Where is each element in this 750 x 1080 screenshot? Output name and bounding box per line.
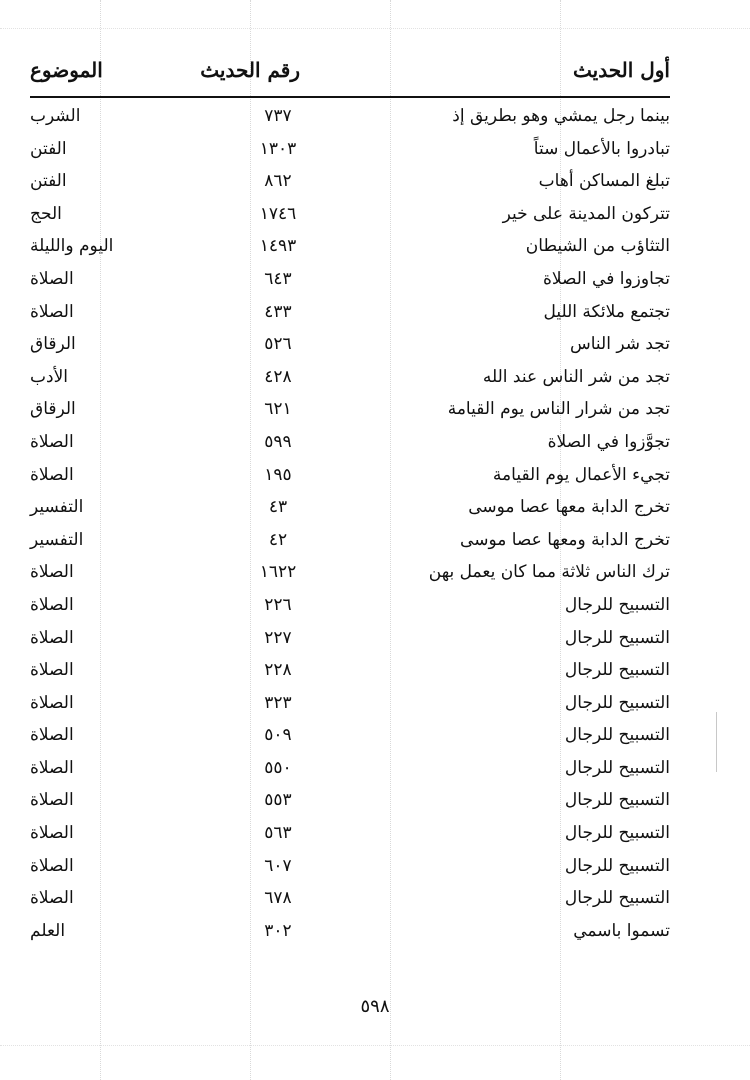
table-row (30, 852, 670, 885)
hadith-topic: الصلاة (30, 823, 74, 844)
hadith-topic: الرقاق (30, 334, 76, 355)
hadith-opening: تجوَّزوا في الصلاة (547, 431, 670, 452)
hadith-topic: الرقاق (30, 399, 76, 420)
hadith-number: ٤٢ (268, 529, 288, 550)
hadith-opening: التسبيح للرجال (564, 692, 670, 713)
hadith-topic: الفتن (30, 138, 67, 159)
table-row (30, 656, 670, 689)
table-row (30, 428, 670, 461)
hadith-opening: التسبيح للرجال (564, 627, 670, 648)
hadith-opening: التسبيح للرجال (564, 660, 670, 681)
table-row (30, 265, 670, 298)
hadith-topic: الصلاة (30, 431, 74, 452)
hadith-topic: التفسير (30, 497, 84, 518)
header-rule (30, 96, 670, 98)
hadith-number: ٣٢٣ (264, 692, 292, 713)
table-row (30, 200, 670, 233)
header-topic: الموضوع (30, 58, 103, 82)
table-row (30, 689, 670, 722)
hadith-number: ٥٠٩ (264, 725, 292, 746)
hadith-opening: التثاؤب من الشيطان (525, 236, 670, 257)
page-number: ٥٩٨ (360, 996, 390, 1017)
hadith-opening: التسبيح للرجال (564, 725, 670, 746)
hadith-opening: ترك الناس ثلاثة مما كان يعمل بهن (428, 562, 670, 583)
hadith-opening: تجد من شرار الناس يوم القيامة (447, 399, 670, 420)
hadith-number: ١٧٤٦ (259, 203, 297, 224)
hadith-topic: الصلاة (30, 594, 74, 615)
table-row (30, 721, 670, 754)
table-row (30, 298, 670, 331)
hadith-topic: الصلاة (30, 660, 74, 681)
hadith-number: ٧٣٧ (264, 106, 292, 126)
hadith-topic: الأدب (30, 366, 68, 387)
table-row (30, 624, 670, 657)
hadith-topic: الصلاة (30, 790, 74, 811)
table-row (30, 558, 670, 591)
hadith-opening: تجيء الأعمال يوم القيامة (492, 464, 670, 485)
table-row (30, 363, 670, 396)
hadith-opening: التسبيح للرجال (564, 855, 670, 876)
hadith-topic: الصلاة (30, 692, 74, 713)
hadith-opening: تجتمع ملائكة الليل (543, 301, 670, 322)
hadith-topic: العلم (30, 920, 66, 941)
hadith-opening: تخرج الدابة ومعها عصا موسى (460, 529, 670, 550)
hadith-opening: بينما رجل يمشي وهو بطريق إذ (452, 106, 670, 126)
table-row (30, 819, 670, 852)
hadith-number: ٤٣ (268, 497, 288, 518)
hadith-number: ٦٧٨ (264, 888, 292, 909)
hadith-number: ١٣٠٣ (259, 138, 297, 159)
hadith-opening: تسموا باسمي (573, 920, 670, 941)
hadith-number: ٥٢٦ (264, 334, 292, 355)
hadith-number: ٥٩٩ (264, 431, 292, 452)
hadith-number: ٦٢١ (264, 399, 292, 420)
header-hadith-number: رقم الحديث (200, 58, 300, 82)
hadith-opening: تبادروا بالأعمال ستاً (533, 138, 670, 159)
hadith-number: ٥٦٣ (264, 823, 292, 844)
hadith-opening: تجاوزوا في الصلاة (542, 268, 670, 289)
hadith-topic: الصلاة (30, 888, 74, 909)
hadith-number: ٢٢٦ (264, 594, 292, 615)
hadith-topic: الصلاة (30, 562, 74, 583)
hadith-topic: الفتن (30, 171, 67, 192)
hadith-number: ٦٠٧ (264, 855, 292, 876)
hadith-number: ٣٠٢ (264, 920, 292, 941)
header-first-of-hadith: أول الحديث (573, 58, 670, 82)
table-row (30, 461, 670, 494)
hadith-number: ٥٥٠ (264, 757, 292, 778)
table-row (30, 754, 670, 787)
table-row (30, 102, 670, 135)
hadith-opening: التسبيح للرجال (564, 790, 670, 811)
hadith-topic: الصلاة (30, 464, 74, 485)
hadith-opening: تخرج الدابة معها عصا موسى (468, 497, 670, 518)
hadith-number: ١٤٩٣ (259, 236, 297, 257)
hadith-topic: الحج (30, 203, 62, 224)
hadith-number: ٨٦٢ (264, 171, 292, 192)
margin-mark (716, 712, 717, 772)
hadith-topic: الصلاة (30, 725, 74, 746)
table-row (30, 330, 670, 363)
hadith-opening: التسبيح للرجال (564, 888, 670, 909)
hadith-number: ٢٢٨ (264, 660, 292, 681)
hadith-topic: الصلاة (30, 627, 74, 648)
table-row (30, 493, 670, 526)
hadith-topic: الصلاة (30, 301, 74, 322)
hadith-number: ١٩٥ (264, 464, 292, 485)
table-row (30, 526, 670, 559)
scan-guide-line (0, 28, 750, 29)
hadith-topic: الشرب (30, 106, 81, 126)
hadith-opening: تبلغ المساكن أهاب (538, 171, 670, 192)
hadith-number: ٥٥٣ (264, 790, 292, 811)
table-row (30, 591, 670, 624)
table-row (30, 917, 670, 950)
hadith-opening: تجد من شر الناس عند الله (482, 366, 670, 387)
hadith-topic: اليوم والليلة (30, 236, 114, 257)
hadith-topic: الصلاة (30, 757, 74, 778)
table-row (30, 232, 670, 265)
hadith-number: ٤٣٣ (264, 301, 292, 322)
hadith-number: ٦٤٣ (264, 268, 292, 289)
hadith-number: ١٦٢٢ (259, 562, 297, 583)
hadith-topic: التفسير (30, 529, 84, 550)
table-row (30, 395, 670, 428)
hadith-opening: التسبيح للرجال (564, 594, 670, 615)
table-row (30, 786, 670, 819)
hadith-topic: الصلاة (30, 268, 74, 289)
hadith-opening: تتركون المدينة على خير (502, 203, 670, 224)
hadith-opening: التسبيح للرجال (564, 823, 670, 844)
hadith-number: ٤٢٨ (264, 366, 292, 387)
table-row (30, 167, 670, 200)
table-row (30, 884, 670, 917)
table-row (30, 135, 670, 168)
hadith-opening: التسبيح للرجال (564, 757, 670, 778)
hadith-opening: تجد شر الناس (569, 334, 670, 355)
table-header (30, 58, 670, 92)
hadith-topic: الصلاة (30, 855, 74, 876)
hadith-number: ٢٢٧ (264, 627, 292, 648)
scan-guide-line (0, 1045, 750, 1046)
index-table (30, 102, 670, 949)
